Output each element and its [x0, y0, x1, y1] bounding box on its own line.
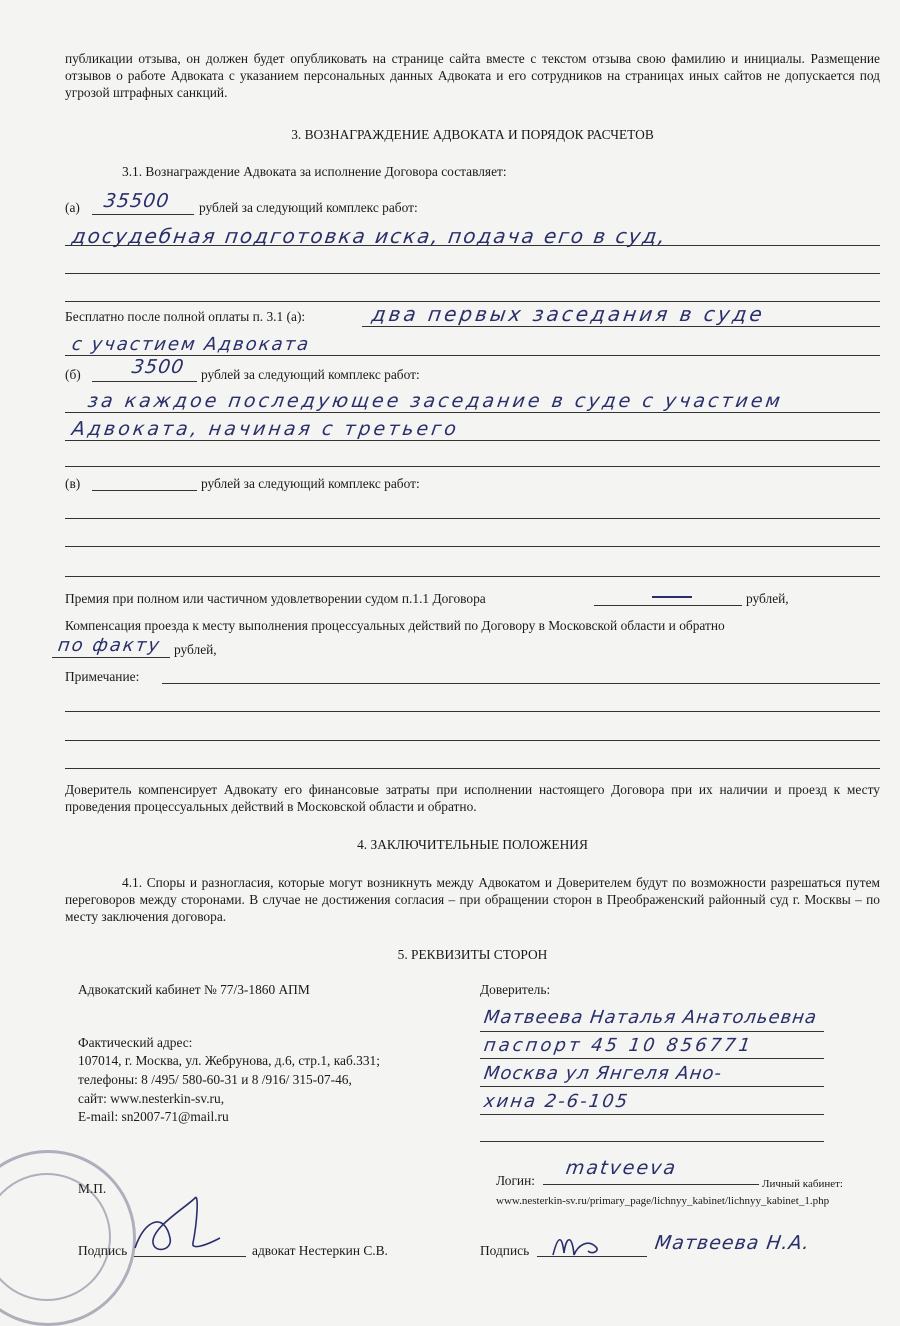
v-suffix: рублей за следующий комплекс работ:	[201, 476, 420, 491]
bonus-dash	[652, 596, 692, 598]
comp-label: Компенсация проезда к месту выполнения процессуальных действий по Договору в Московской области и обратно	[65, 618, 725, 633]
v-line-3	[65, 576, 880, 577]
expenses-paragraph: Доверитель компенсирует Адвокату его финансовые затраты при исполнении настоящего Договора при их наличии и проезд к месту проведения процессуальных действий в Московской области и обратно.	[65, 782, 880, 814]
a-suffix: рублей за следующий комплекс работ:	[199, 200, 418, 215]
a-line-1	[65, 245, 880, 246]
free-line-1	[362, 326, 880, 327]
login-label: Логин:	[496, 1173, 535, 1188]
a-amount-line	[92, 214, 194, 215]
lawyer-office: Адвокатский кабинет № 77/3-1860 АПМ	[78, 982, 310, 997]
note-line-2	[65, 711, 880, 712]
b-line-1	[65, 412, 880, 413]
b-amount-line	[92, 381, 197, 382]
lawyer-site: сайт: www.nesterkin-sv.ru,	[78, 1091, 225, 1106]
lawyer-sign-label: Подпись	[78, 1243, 128, 1258]
note-label: Примечание:	[65, 669, 140, 684]
b-work2: Адвоката, начиная с третьего	[70, 418, 461, 440]
a-line-2	[65, 273, 880, 274]
free-line-2	[65, 355, 880, 356]
free-label: Бесплатно после полной оплаты п. 3.1 (а):	[65, 309, 306, 324]
b-suffix: рублей за следующий комплекс работ:	[201, 367, 420, 382]
v-line-2	[65, 546, 880, 547]
section5-title: 5. РЕКВИЗИТЫ СТОРОН	[397, 947, 548, 962]
free-line1: два первых заседания в суде	[370, 302, 767, 326]
bonus-line	[594, 605, 742, 606]
v-amount-line	[92, 490, 197, 491]
lawyer-phones: телефоны: 8 /495/ 580-60-31 и 8 /916/ 315-07-46,	[78, 1072, 352, 1087]
clause-4-1: 4.1. Споры и разногласия, которые могут возникнуть между Адвокатом и Доверителем будут по возможности разрешаться путем переговоров между сторонами. В случае не достижения согласия – при обращении сторон в Преображенский районный суд г. Москвы – по месту заключения договора.	[65, 875, 880, 924]
b-label: (б)	[65, 367, 81, 382]
login-value: matveeva	[564, 1157, 679, 1179]
comp-line	[52, 657, 170, 658]
client-sign-name: Матвеева Н.А.	[653, 1232, 812, 1254]
lawyer-address: 107014, г. Москва, ул. Жебрунова, д.6, стр.1, каб.331;	[78, 1053, 380, 1068]
intro-paragraph: публикации отзыва, он должен будет опубликовать на странице сайта вместе с текстом отзыва свою фамилию и инициалы. Размещение отзывов о работе Адвоката с указанием персональных данных Адвоката и его сотрудников на страницах иных сайтов не допускается под угрозой штрафных санкций.	[65, 51, 880, 100]
bonus-label: Премия при полном или частичном удовлетворении судом п.1.1 Договора	[65, 591, 486, 606]
client-passport: паспорт 45 10 856771	[482, 1035, 755, 1056]
client-line-5	[480, 1141, 824, 1142]
office-stamp	[0, 1150, 136, 1326]
b-work1: за каждое последующее заседание в суде с участием	[86, 390, 785, 412]
client-label: Доверитель:	[480, 982, 551, 997]
cabinet-label: Личный кабинет:	[762, 1178, 843, 1190]
note-line-3	[65, 740, 880, 741]
comp-value: по факту	[56, 635, 163, 656]
client-name: Матвеева Наталья Анатольевна	[482, 1007, 819, 1028]
a-label: (а)	[65, 200, 80, 215]
client-address-2: хина 2-6-105	[482, 1091, 631, 1112]
client-address-1: Москва ул Янгеля Ано-	[482, 1063, 724, 1084]
free-line2: с участием Адвоката	[70, 334, 312, 355]
client-line-4	[480, 1114, 824, 1115]
lawyer-address-label: Фактический адрес:	[78, 1035, 193, 1050]
section4-title: 4. ЗАКЛЮЧИТЕЛЬНЫЕ ПОЛОЖЕНИЯ	[357, 837, 588, 852]
bonus-suffix: рублей,	[746, 591, 789, 606]
lawyer-signature	[125, 1188, 245, 1263]
login-line	[543, 1184, 759, 1185]
client-signature	[548, 1225, 618, 1265]
client-line-3	[480, 1086, 824, 1087]
comp-suffix: рублей,	[174, 642, 217, 657]
lawyer-mp: М.П.	[78, 1181, 107, 1196]
b-amount: 3500	[130, 356, 186, 378]
client-line-2	[480, 1058, 824, 1059]
v-label: (в)	[65, 476, 81, 491]
v-line-1	[65, 518, 880, 519]
b-line-3	[65, 466, 880, 467]
clause-3-1: 3.1. Вознаграждение Адвоката за исполнение Договора составляет:	[122, 164, 507, 179]
cabinet-url: www.nesterkin-sv.ru/primary_page/lichnyy_kabinet/lichnyy_kabinet_1.php	[496, 1195, 830, 1207]
section3-title: 3. ВОЗНАГРАЖДЕНИЕ АДВОКАТА И ПОРЯДОК РАСЧЕТОВ	[291, 127, 654, 142]
a-work: досудебная подготовка иска, подача его в суд,	[70, 224, 669, 248]
b-line-2	[65, 440, 880, 441]
note-line-1	[162, 683, 880, 684]
a-amount: 35500	[102, 190, 171, 212]
lawyer-email: E-mail: sn2007-71@mail.ru	[78, 1109, 229, 1124]
client-line-1	[480, 1031, 824, 1032]
lawyer-sign-name: адвокат Нестеркин С.В.	[252, 1243, 388, 1258]
note-line-4	[65, 768, 880, 769]
client-sign-label: Подпись	[480, 1243, 530, 1258]
